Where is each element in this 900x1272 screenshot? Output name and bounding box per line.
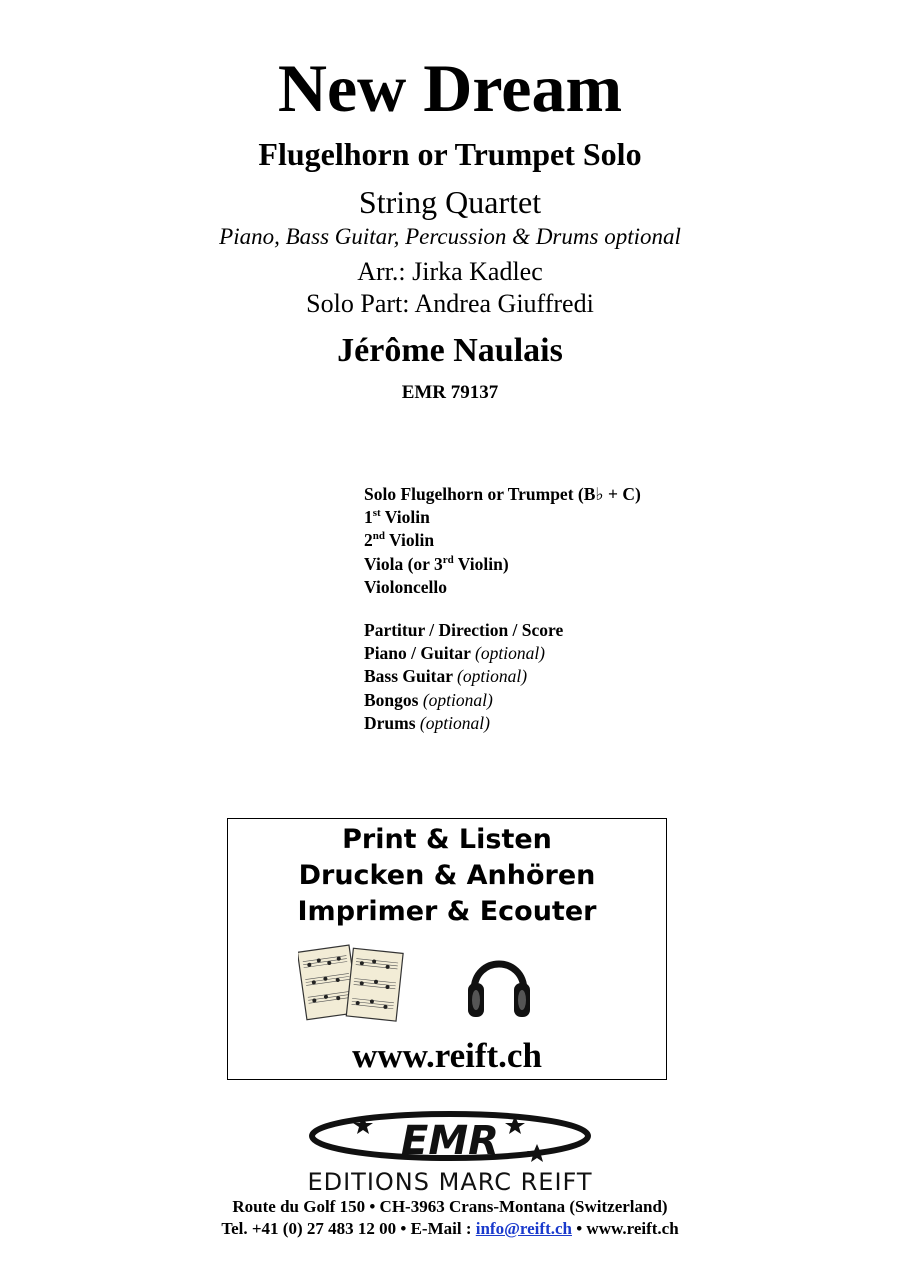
title: New Dream: [277, 50, 623, 126]
print-listen-box: [227, 818, 667, 1080]
svg-text:EDITIONS MARC REIFT: EDITIONS MARC REIFT: [307, 1168, 593, 1196]
email-link[interactable]: info@reift.ch: [475, 1219, 572, 1238]
ensemble: String Quartet: [358, 184, 542, 220]
emr-logo: [245, 1108, 655, 1198]
sheet-music-icon: [298, 937, 418, 1027]
part-cello: Violoncello: [364, 576, 447, 597]
svg-text:EMR: EMR: [401, 1118, 499, 1164]
promo-line-english: Print & Listen: [342, 824, 552, 855]
promo-line-german: Drucken & Anhören: [298, 860, 596, 891]
part-score: Partitur / Direction / Score: [364, 620, 564, 640]
part-bass-guitar: Bass Guitar (optional): [364, 666, 528, 687]
part-violin-1: 1st Violin: [364, 507, 430, 528]
part-piano: Piano / Guitar (optional): [364, 643, 546, 664]
optional-instruments: Piano, Bass Guitar, Percussion & Drums optional: [219, 224, 681, 249]
subtitle: Flugelhorn or Trumpet Solo: [258, 136, 642, 172]
promo-url[interactable]: www.reift.ch: [352, 1036, 542, 1075]
headphones-icon: [464, 943, 534, 1021]
catalog-number: EMR 79137: [401, 382, 499, 403]
publisher-contact: Tel. +41 (0) 27 483 12 00 • E-Mail : info@reift.ch • www.reift.ch: [221, 1219, 679, 1238]
publisher-address: Route du Golf 150 • CH-3963 Crans-Montana (Switzerland): [232, 1197, 668, 1216]
part-viola: Viola (or 3rd Violin): [364, 553, 509, 574]
composer: Jérôme Naulais: [337, 332, 563, 369]
promo-line-french: Imprimer & Ecouter: [297, 896, 597, 927]
part-solo: Solo Flugelhorn or Trumpet (B♭ + C): [364, 484, 641, 504]
solo-part-credit: Solo Part: Andrea Giuffredi: [306, 289, 594, 318]
optional-parts-list: [364, 619, 563, 735]
part-bongos: Bongos (optional): [364, 689, 493, 710]
part-drums: Drums (optional): [364, 712, 490, 733]
instrument-parts-list: [364, 483, 641, 599]
part-violin-2: 2nd Violin: [364, 530, 435, 551]
arranger: Arr.: Jirka Kadlec: [357, 257, 543, 286]
